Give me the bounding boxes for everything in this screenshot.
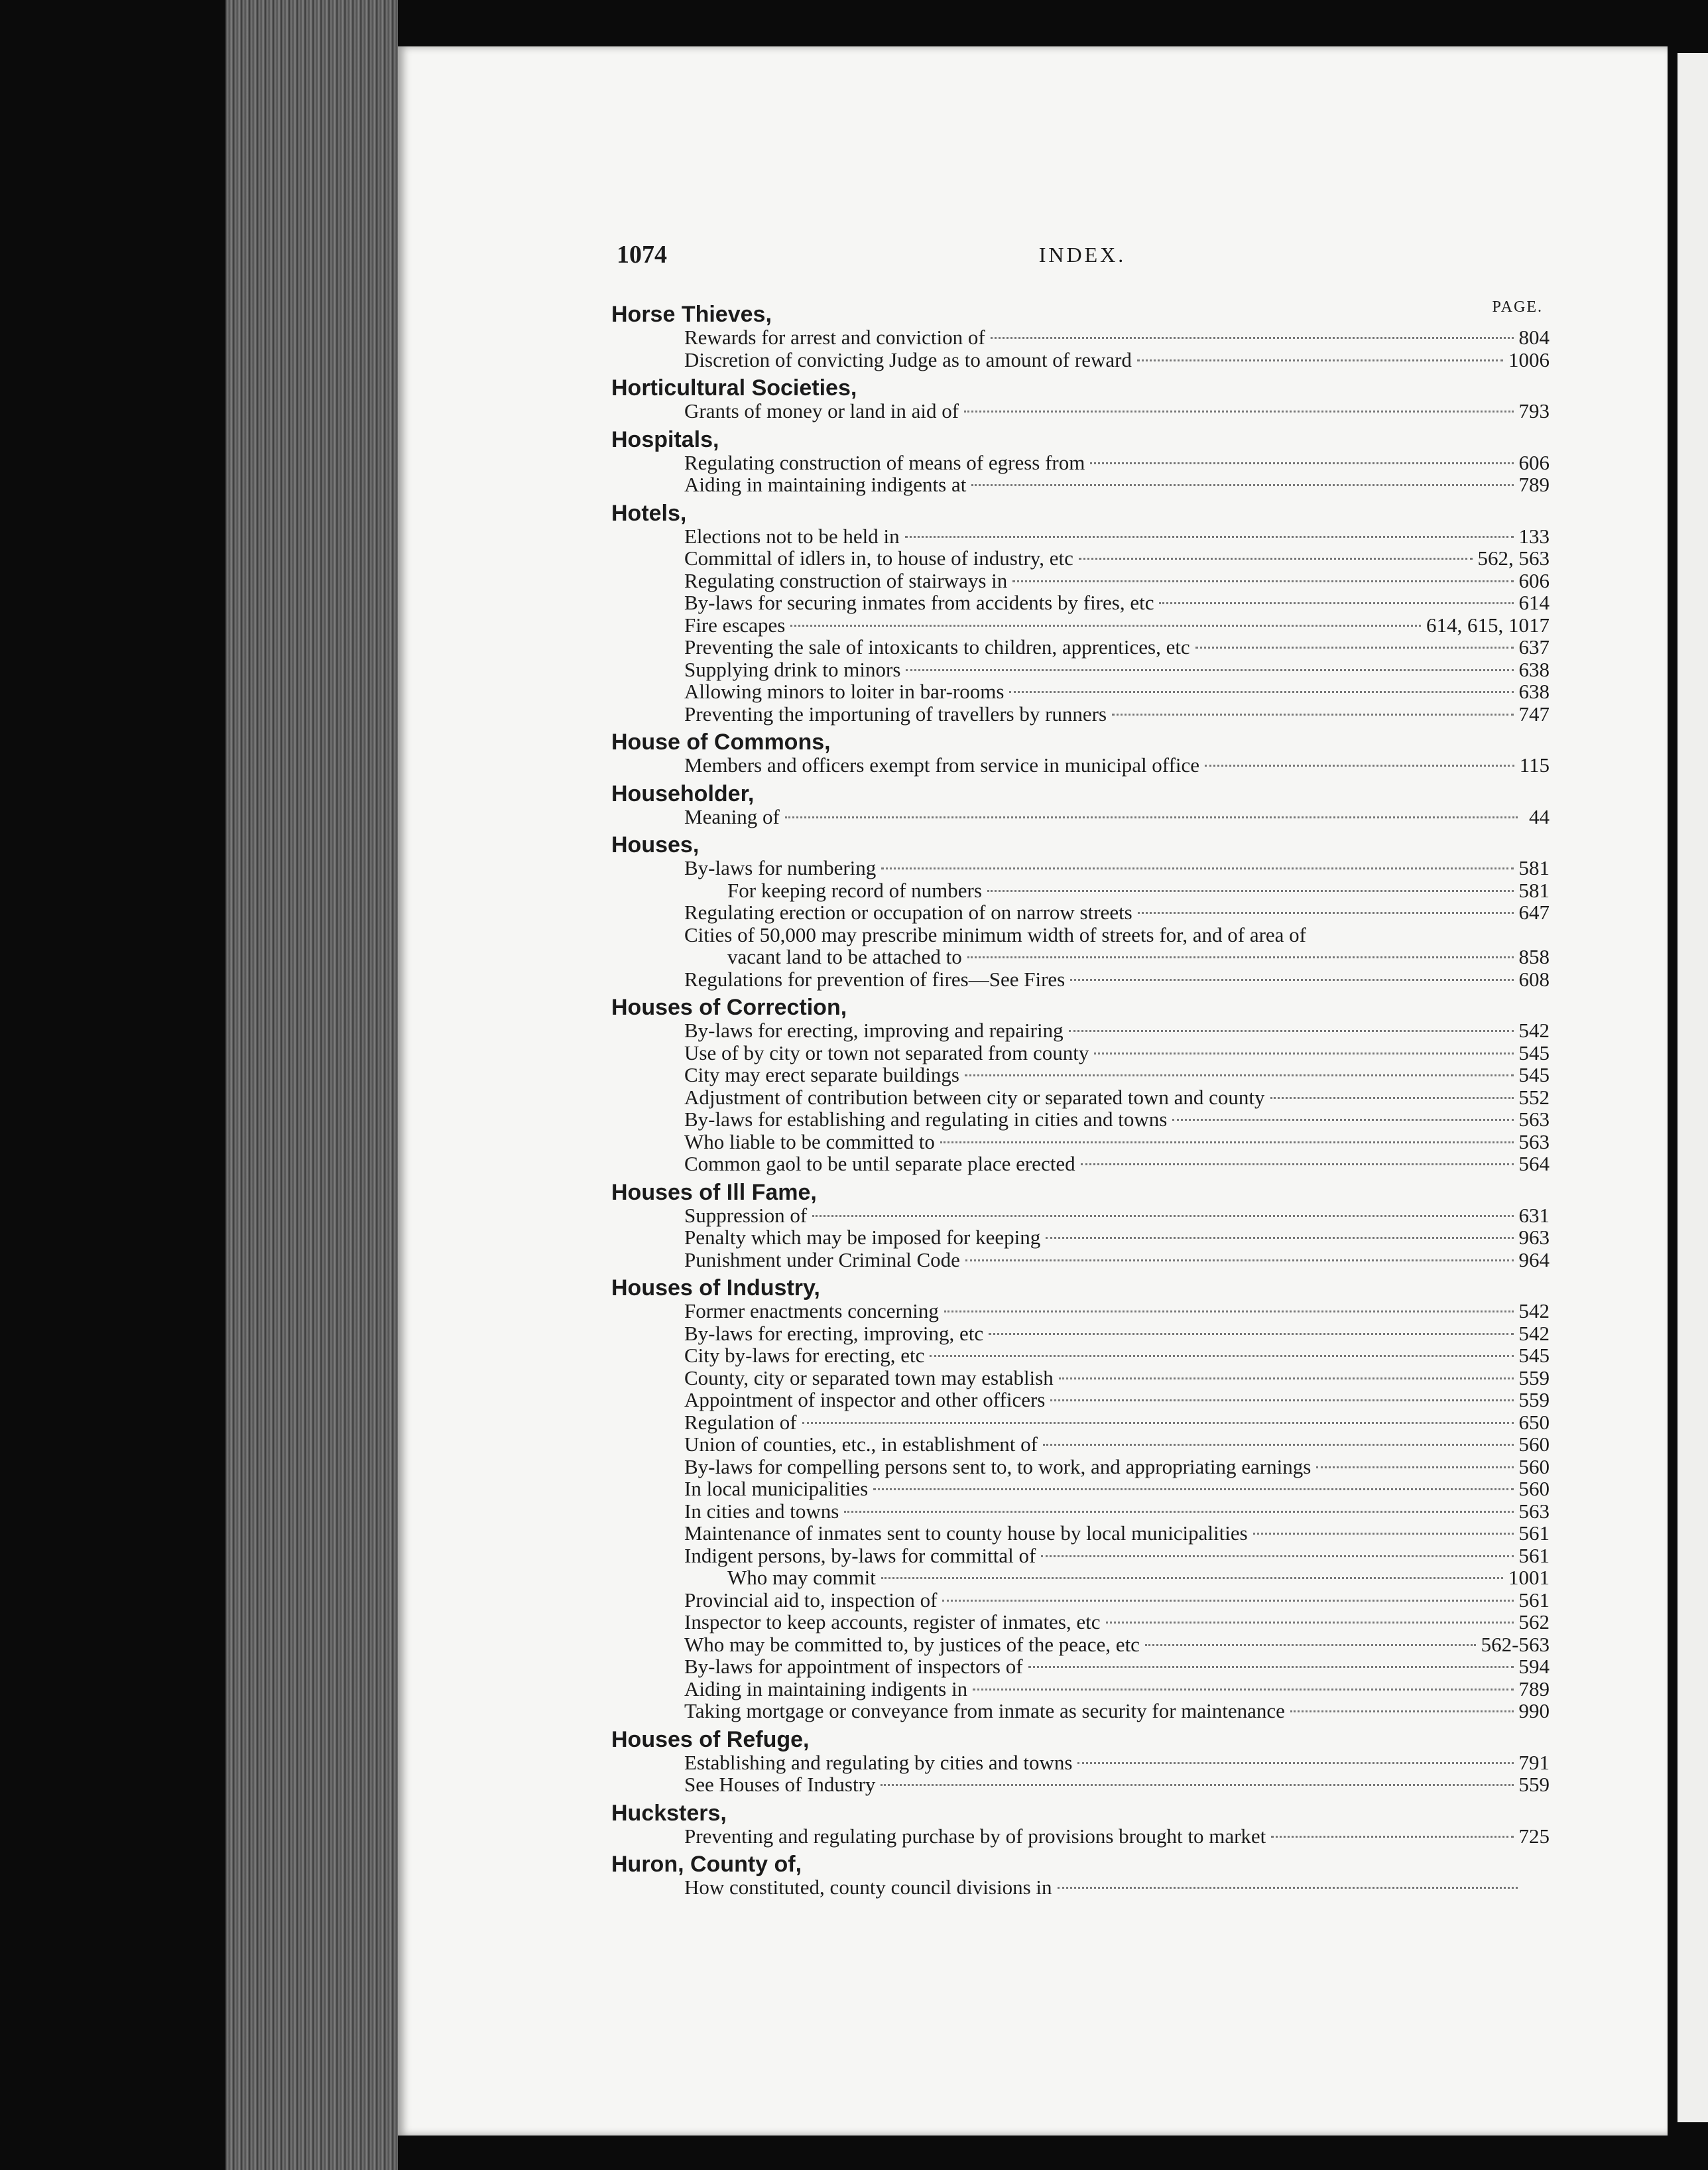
dot-leader <box>1316 1466 1513 1468</box>
index-line-text: Appointment of inspector and other officers <box>684 1388 1046 1411</box>
index-line <box>611 614 1550 637</box>
index-heading: Houses of Refuge, <box>611 1726 810 1752</box>
dot-leader <box>965 1259 1514 1261</box>
index-line <box>611 1876 1550 1899</box>
index-page-ref: 552 <box>1518 1085 1550 1109</box>
index-line-text: Use of by city or town not separated from county <box>684 1041 1089 1064</box>
index-page-ref: 545 <box>1518 1041 1550 1064</box>
dot-leader <box>905 536 1514 538</box>
index-line-text: Indigent persons, by-laws for committal of <box>684 1543 1036 1567</box>
index-line-text: Regulating erection or occupation of on narrow streets <box>684 901 1132 924</box>
index-line <box>611 1367 1550 1389</box>
dot-leader <box>873 1488 1513 1490</box>
index-line <box>611 1086 1550 1109</box>
dot-leader <box>881 1577 1503 1579</box>
index-line-text: Preventing and regulating purchase by of provisions brought to market <box>684 1824 1266 1848</box>
index-entry <box>611 1801 1550 1848</box>
dot-leader <box>1046 1237 1513 1239</box>
index-line-text: Adjustment of contribution between city or separated town and county <box>684 1085 1265 1109</box>
dot-leader <box>1050 1399 1513 1401</box>
index-page-ref: 638 <box>1518 680 1550 703</box>
index-line-text: Meaning of <box>684 804 780 828</box>
index-page-ref: 559 <box>1518 1388 1550 1411</box>
index-line <box>611 1773 1550 1796</box>
index-line-text: Regulating construction of stairways in <box>684 568 1008 592</box>
index-line-text: Who may commit <box>727 1566 876 1589</box>
index-page-ref: 963 <box>1518 1226 1550 1249</box>
index-page-ref: 791 <box>1518 1750 1550 1774</box>
page-header <box>617 240 1548 273</box>
dot-leader <box>971 484 1513 486</box>
index-line <box>611 349 1550 371</box>
index-line-text: Members and officers exempt from service in municipal office <box>684 753 1200 777</box>
index-line <box>611 570 1550 592</box>
dot-leader <box>1195 647 1514 649</box>
index-line <box>611 1064 1550 1086</box>
dot-leader <box>1043 1444 1514 1446</box>
index-line-text: In cities and towns <box>684 1499 839 1523</box>
running-head: INDEX. <box>1038 243 1127 267</box>
index-line <box>611 1344 1550 1367</box>
index-line <box>611 1522 1550 1545</box>
index-page-ref: 561 <box>1518 1521 1550 1545</box>
index-heading: Horse Thieves, <box>611 302 772 327</box>
index-line <box>611 1108 1550 1131</box>
index-entry <box>611 782 1550 828</box>
dot-leader <box>1079 558 1473 560</box>
index-line <box>611 1545 1550 1567</box>
dot-leader <box>965 1074 1514 1076</box>
index-page-ref: 631 <box>1518 1203 1550 1227</box>
index-page-ref: 545 <box>1518 1063 1550 1086</box>
index-page-ref: 559 <box>1518 1773 1550 1796</box>
index-page-ref: 606 <box>1518 568 1550 592</box>
dot-leader <box>881 867 1513 869</box>
index-line <box>611 1042 1550 1064</box>
index-line <box>611 1633 1550 1656</box>
index-line-text: Suppression of <box>684 1203 808 1227</box>
index-line-text: Regulating construction of means of egress from <box>684 450 1085 474</box>
index-line <box>611 1825 1550 1848</box>
index-page-ref: 133 <box>1518 524 1550 548</box>
index-line-text: By-laws for securing inmates from accidents by fires, etc <box>684 591 1154 614</box>
index-line-text: Committal of idlers in, to house of industry, etc <box>684 546 1073 570</box>
index-line-text: By-laws for erecting, improving, etc <box>684 1321 984 1345</box>
index-line <box>611 1411 1550 1434</box>
index-page-ref: 793 <box>1518 399 1550 422</box>
dot-leader <box>812 1215 1513 1217</box>
index-page-ref: 545 <box>1518 1344 1550 1367</box>
index-heading: Hospitals, <box>611 426 719 452</box>
index-heading: Houses of Industry, <box>611 1275 820 1301</box>
index-heading: Hotels, <box>611 500 687 526</box>
index-line <box>611 703 1550 726</box>
dot-leader <box>1253 1533 1514 1535</box>
index-page-ref: 804 <box>1518 326 1550 349</box>
index-line-text: Elections not to be held in <box>684 524 900 548</box>
index-line <box>611 1322 1550 1345</box>
index-line-text: By-laws for erecting, improving and repairing <box>684 1019 1064 1042</box>
index-line-text: By-laws for numbering <box>684 856 877 879</box>
index-page-ref: 647 <box>1518 901 1550 924</box>
index-line <box>611 547 1550 570</box>
page-column-label: PAGE. <box>1492 298 1543 316</box>
index-line <box>611 1456 1550 1478</box>
index-line-text: Provincial aid to, inspection of <box>684 1588 938 1612</box>
index-entry <box>611 428 1550 496</box>
index-line <box>611 1131 1550 1153</box>
index-entry <box>611 1181 1550 1271</box>
dot-leader <box>844 1511 1513 1513</box>
index-line <box>611 1204 1550 1227</box>
index-line-text: Taking mortgage or conveyance from inmate as security for maintenance <box>684 1699 1285 1722</box>
dot-leader <box>1137 359 1503 361</box>
dot-leader <box>1081 1163 1514 1165</box>
index-line-text: City by-laws for erecting, etc <box>684 1344 925 1367</box>
index-page-ref: 563 <box>1518 1108 1550 1131</box>
index-page-ref: 563 <box>1518 1499 1550 1523</box>
dot-leader <box>785 816 1518 818</box>
index-heading: Horticultural Societies, <box>611 375 857 401</box>
index-page-ref: 964 <box>1518 1247 1550 1271</box>
index-page-ref: 747 <box>1518 702 1550 726</box>
index-heading: Householder, <box>611 781 755 806</box>
index-page-ref: 606 <box>1518 450 1550 474</box>
index-page-ref: 789 <box>1518 1677 1550 1700</box>
index-line <box>611 1478 1550 1500</box>
index-page-ref: 614 <box>1518 591 1550 614</box>
index-line <box>611 1611 1550 1633</box>
index-line <box>611 474 1550 496</box>
index-line-text: Union of counties, etc., in establishment of <box>684 1433 1038 1456</box>
index-line-text: Aiding in maintaining indigents in <box>684 1677 968 1700</box>
dot-leader <box>1145 1644 1476 1646</box>
index-line <box>611 1566 1550 1589</box>
index-entry <box>611 1728 1550 1796</box>
index-page-ref: 608 <box>1518 967 1550 991</box>
index-page-ref: 542 <box>1518 1321 1550 1345</box>
index-page-ref: 44 <box>1529 804 1550 828</box>
index-page-ref: 542 <box>1518 1019 1550 1042</box>
index-line-text: County, city or separated town may establish <box>684 1366 1054 1389</box>
index-page-ref: 614, 615, 1017 <box>1426 613 1550 637</box>
index-heading: Hucksters, <box>611 1800 727 1826</box>
dot-leader <box>930 1355 1513 1357</box>
index-line-text: Inspector to keep accounts, register of inmates, etc <box>684 1610 1101 1633</box>
index-page-ref: 115 <box>1519 753 1550 777</box>
dot-leader <box>1090 462 1513 464</box>
index-page-ref: 581 <box>1518 878 1550 902</box>
index-line <box>611 1589 1550 1612</box>
index-line-text: By-laws for establishing and regulating in cities and towns <box>684 1108 1168 1131</box>
index-line-text: Punishment under Criminal Code <box>684 1247 960 1271</box>
index-page-ref: 562, 563 <box>1477 546 1550 570</box>
index-line <box>611 1678 1550 1700</box>
index-line <box>611 1655 1550 1678</box>
index-heading: Houses of Correction, <box>611 995 847 1020</box>
index-line <box>611 659 1550 681</box>
index-page-ref: 650 <box>1518 1410 1550 1434</box>
index-line <box>611 857 1550 879</box>
dot-leader <box>1012 580 1513 582</box>
index-page-ref: 560 <box>1518 1477 1550 1500</box>
index-line-text: Fire escapes <box>684 613 786 637</box>
index-line-text: vacant land to be attached to <box>727 945 962 968</box>
dot-leader <box>1070 979 1513 981</box>
dot-leader <box>940 1141 1514 1143</box>
index-line-text: Establishing and regulating by cities and towns <box>684 1750 1073 1774</box>
index-line <box>611 1249 1550 1271</box>
index-line-text: In local municipalities <box>684 1477 869 1500</box>
index-entry <box>611 833 1550 990</box>
dot-leader <box>1290 1710 1514 1712</box>
index-line <box>611 1500 1550 1523</box>
index-page-ref: 564 <box>1518 1152 1550 1175</box>
dot-leader <box>1069 1030 1514 1032</box>
dot-leader <box>944 1310 1514 1312</box>
index-page-ref: 560 <box>1518 1454 1550 1478</box>
dot-leader <box>989 1333 1513 1335</box>
index-page-ref: 581 <box>1518 856 1550 879</box>
index-heading: Houses, <box>611 832 700 858</box>
index-line-text: Cities of 50,000 may prescribe minimum width of streets for, and of area of <box>684 923 1306 946</box>
dot-leader <box>1138 912 1514 914</box>
index-entry <box>611 730 1550 777</box>
index-line-text: For keeping record of numbers <box>727 878 982 902</box>
index-line <box>611 754 1550 777</box>
index-line <box>611 901 1550 924</box>
index-line <box>611 1752 1550 1774</box>
index-page-ref: 725 <box>1518 1824 1550 1848</box>
index-line <box>611 1153 1550 1175</box>
index-line-text: Supplying drink to minors <box>684 657 901 681</box>
index-page-ref: 542 <box>1518 1299 1550 1322</box>
index-line <box>611 636 1550 659</box>
dot-leader <box>881 1784 1513 1786</box>
dot-leader <box>790 625 1421 627</box>
dot-leader <box>1106 1622 1514 1624</box>
index-line-text: Allowing minors to loiter in bar-rooms <box>684 680 1005 703</box>
index-page-ref: 858 <box>1518 945 1550 968</box>
dot-leader <box>1159 602 1513 604</box>
index-page-ref: 1001 <box>1508 1566 1550 1589</box>
dot-leader <box>1041 1555 1513 1557</box>
index-line-text: Who liable to be committed to <box>684 1129 935 1153</box>
index-line <box>611 806 1550 828</box>
index-entry <box>611 501 1550 726</box>
index-entry <box>611 995 1550 1175</box>
dot-leader <box>1271 1836 1513 1838</box>
dot-leader <box>1172 1119 1513 1121</box>
index-line <box>611 924 1550 946</box>
index-line-text: By-laws for appointment of inspectors of <box>684 1655 1023 1678</box>
index-line-text: Preventing the sale of intoxicants to children, apprentices, etc <box>684 635 1190 659</box>
page-number: 1074 <box>617 241 667 269</box>
index-heading: Houses of Ill Fame, <box>611 1179 817 1205</box>
index-line-text: Who may be committed to, by justices of the peace, etc <box>684 1632 1140 1656</box>
dot-leader <box>1059 1377 1514 1379</box>
index-line <box>611 968 1550 991</box>
index-line-text: City may erect separate buildings <box>684 1063 959 1086</box>
index-line-text: Aiding in maintaining indigents at <box>684 473 967 496</box>
index-page-ref: 561 <box>1518 1588 1550 1612</box>
dot-leader <box>991 337 1514 339</box>
index-page-ref: 563 <box>1518 1129 1550 1153</box>
dot-leader <box>802 1422 1514 1424</box>
dot-leader <box>964 411 1513 413</box>
index-entry <box>611 1276 1550 1722</box>
index-line-text: Regulations for prevention of fires—See Fires <box>684 967 1066 991</box>
index-line-text: Preventing the importuning of travellers by runners <box>684 702 1107 726</box>
index-entry <box>611 302 1550 371</box>
index-page-ref: 594 <box>1518 1655 1550 1678</box>
index-line-text: See Houses of Industry <box>684 1773 876 1796</box>
dot-leader <box>1112 714 1513 716</box>
index-page-ref: 1006 <box>1508 348 1550 371</box>
index-list <box>611 298 1550 1904</box>
index-line <box>611 452 1550 474</box>
index-line <box>611 1700 1550 1722</box>
index-line-text: Penalty which may be imposed for keeping <box>684 1226 1041 1249</box>
facing-page-edge <box>1677 53 1708 2122</box>
index-line-text: By-laws for compelling persons sent to, to work, and appropriating earnings <box>684 1454 1312 1478</box>
index-line <box>611 1300 1550 1322</box>
index-line <box>611 1019 1550 1042</box>
dot-leader <box>906 669 1513 671</box>
index-line-text: How constituted, county council divisions in <box>684 1876 1052 1899</box>
index-entry <box>611 376 1550 422</box>
index-heading: House of Commons, <box>611 730 831 755</box>
index-line-text: Maintenance of inmates sent to county house by local municipalities <box>684 1521 1248 1545</box>
index-line <box>611 680 1550 703</box>
index-page-ref: 990 <box>1518 1699 1550 1722</box>
dot-leader <box>942 1600 1513 1602</box>
dot-leader <box>1094 1053 1513 1054</box>
dot-leader <box>987 890 1514 892</box>
dot-leader <box>973 1689 1513 1691</box>
index-line-text: Regulation of <box>684 1410 797 1434</box>
index-line <box>611 592 1550 614</box>
index-line-text: Discretion of convicting Judge as to amount of reward <box>684 348 1132 371</box>
dot-leader <box>1077 1762 1513 1764</box>
index-line <box>611 1389 1550 1411</box>
dot-leader <box>1009 691 1513 693</box>
index-page-ref: 637 <box>1518 635 1550 659</box>
dot-leader <box>1058 1887 1518 1889</box>
index-entry <box>611 1852 1550 1899</box>
dot-leader <box>1028 1666 1514 1668</box>
index-line <box>611 879 1550 902</box>
index-line-text: Grants of money or land in aid of <box>684 399 959 422</box>
index-page-ref: 562-563 <box>1481 1632 1550 1656</box>
index-line-text: Rewards for arrest and conviction of <box>684 326 985 349</box>
index-page-ref: 638 <box>1518 657 1550 681</box>
index-line-text: Former enactments concerning <box>684 1299 939 1322</box>
index-line-text: Common gaol to be until separate place erected <box>684 1152 1075 1175</box>
index-page-ref: 561 <box>1518 1543 1550 1567</box>
index-page-ref: 560 <box>1518 1433 1550 1456</box>
dot-leader <box>967 956 1514 958</box>
book-page-edges <box>225 0 398 2170</box>
index-page-ref: 559 <box>1518 1366 1550 1389</box>
dot-leader <box>1205 765 1514 767</box>
index-heading: Huron, County of, <box>611 1852 802 1877</box>
dot-leader <box>1270 1097 1514 1099</box>
index-page-ref: 562 <box>1518 1610 1550 1633</box>
index-line <box>611 400 1550 422</box>
index-line <box>611 1226 1550 1249</box>
index-line <box>611 1433 1550 1456</box>
index-page-ref: 789 <box>1518 473 1550 496</box>
index-line <box>611 525 1550 548</box>
index-line <box>611 946 1550 968</box>
index-line <box>611 326 1550 349</box>
